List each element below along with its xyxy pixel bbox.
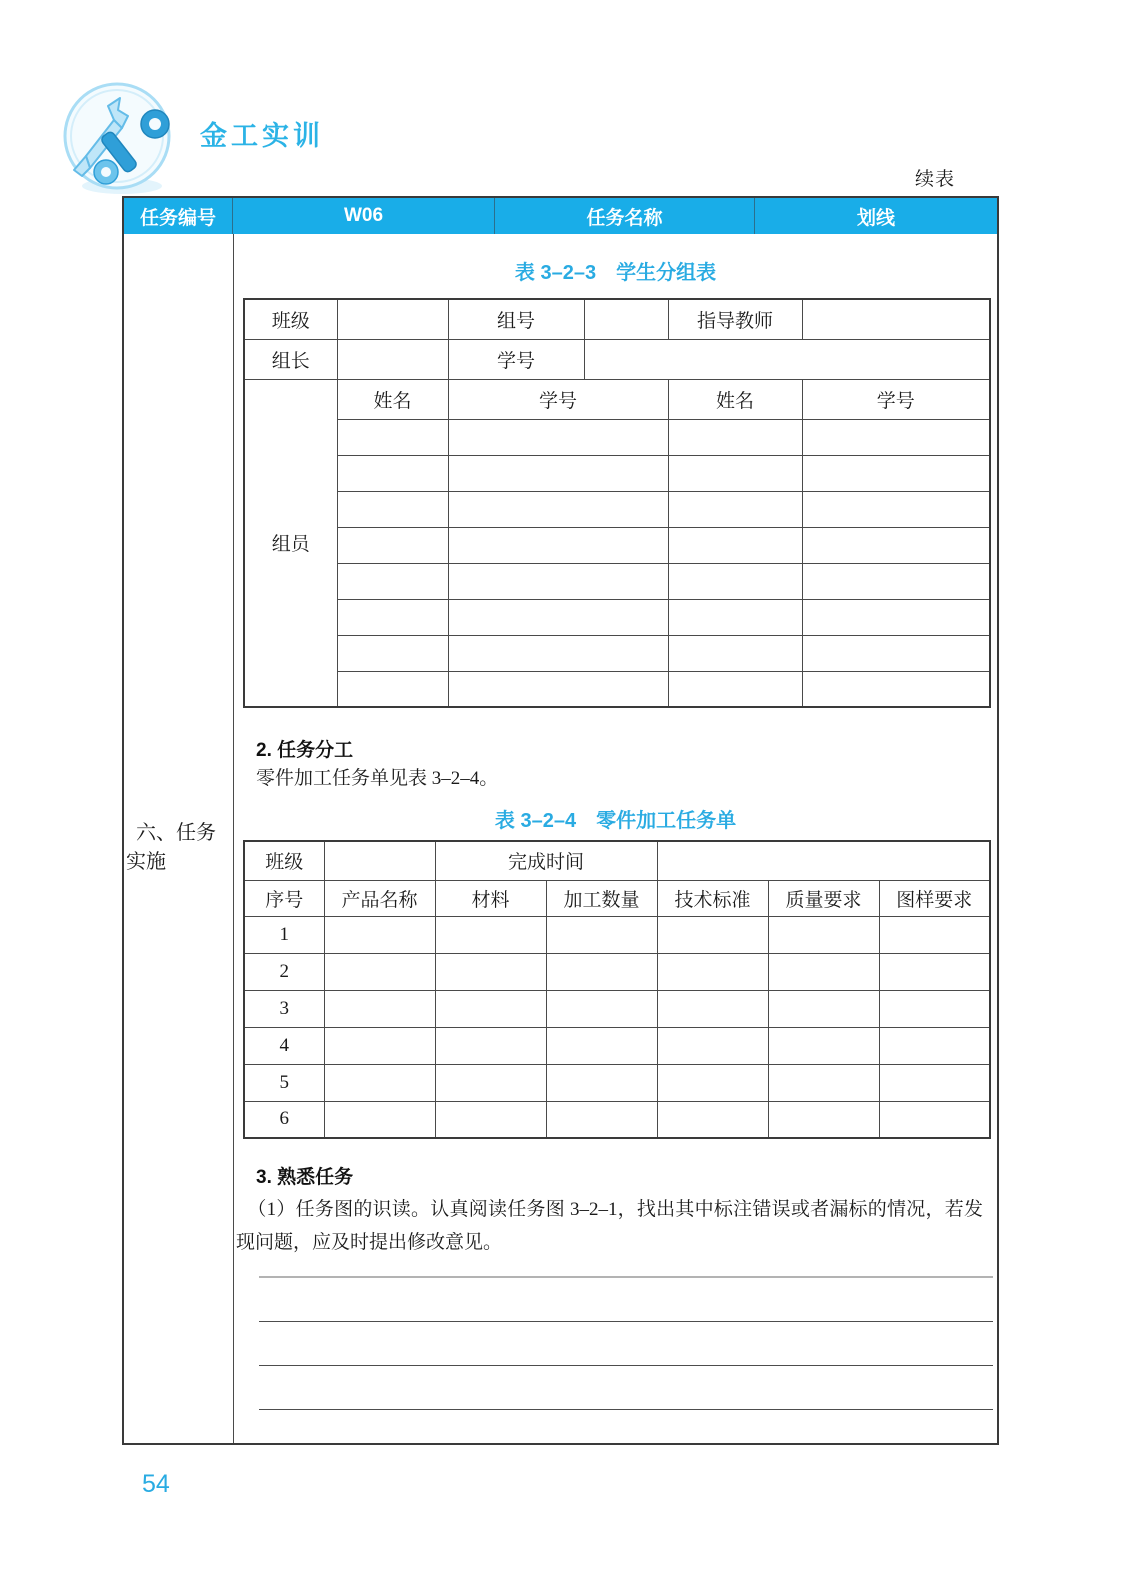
member-header-cell: 学号 — [802, 379, 990, 419]
column-header-cell: 图样要求 — [879, 880, 990, 916]
brand-title: 金工实训 — [200, 120, 324, 151]
empty-cell — [448, 635, 668, 671]
empty-cell — [435, 1027, 546, 1064]
table-row — [244, 990, 990, 1027]
empty-cell — [337, 599, 448, 635]
brand — [60, 80, 324, 198]
row-number-cell: 1 — [244, 916, 324, 953]
empty-cell — [802, 299, 990, 339]
empty-cell — [768, 953, 879, 990]
section-six-line1: 六、任务 — [136, 822, 216, 844]
empty-cell — [546, 1101, 657, 1138]
empty-cell — [802, 491, 990, 527]
empty-cell — [435, 1101, 546, 1138]
empty-cell — [337, 563, 448, 599]
task-sheet-body — [124, 234, 997, 1443]
column-header-cell: 技术标准 — [657, 880, 768, 916]
writing-line — [259, 1278, 993, 1322]
task-sheet-frame — [122, 196, 999, 1445]
empty-cell — [879, 953, 990, 990]
member-header-cell: 姓名 — [337, 379, 448, 419]
empty-cell — [879, 1064, 990, 1101]
empty-cell — [448, 563, 668, 599]
empty-cell — [448, 491, 668, 527]
table-row — [244, 953, 990, 990]
empty-cell — [879, 990, 990, 1027]
table-row — [244, 1101, 990, 1138]
machining-task-table — [243, 840, 991, 1139]
empty-cell — [448, 455, 668, 491]
member-header-cell: 学号 — [448, 379, 668, 419]
empty-cell — [448, 419, 668, 455]
empty-cell — [768, 916, 879, 953]
finish-time-label-cell: 完成时间 — [435, 841, 657, 880]
empty-cell — [584, 299, 668, 339]
task-name-label: 任务名称 — [495, 198, 755, 234]
task-table-title: 表 3–2–4 零件加工任务单 — [494, 810, 737, 832]
teacher-label-cell: 指导教师 — [668, 299, 802, 339]
task-number-value: W06 — [233, 198, 495, 234]
empty-cell — [584, 339, 990, 379]
table-row — [244, 379, 990, 419]
column-header-cell: 产品名称 — [324, 880, 435, 916]
empty-cell — [768, 1027, 879, 1064]
empty-cell — [657, 953, 768, 990]
empty-cell — [668, 563, 802, 599]
empty-cell — [657, 841, 990, 880]
table-row — [244, 299, 990, 339]
group-no-label-cell: 组号 — [448, 299, 584, 339]
row-number-cell: 4 — [244, 1027, 324, 1064]
class-label-cell: 班级 — [244, 299, 337, 339]
empty-cell — [668, 599, 802, 635]
task-name-value: 划线 — [856, 207, 895, 229]
empty-cell — [435, 953, 546, 990]
content-column — [234, 234, 997, 1443]
empty-cell — [546, 953, 657, 990]
empty-cell — [668, 419, 802, 455]
section-2-heading: 2. 任务分工 — [256, 740, 354, 761]
empty-cell — [879, 916, 990, 953]
task-number-label: 任务编号 — [124, 198, 233, 234]
leader-label-cell: 组长 — [244, 339, 337, 379]
empty-cell — [337, 339, 448, 379]
empty-cell — [879, 1027, 990, 1064]
empty-cell — [802, 455, 990, 491]
member-label-cell: 组员 — [244, 379, 337, 707]
empty-cell — [324, 1101, 435, 1138]
empty-cell — [802, 419, 990, 455]
empty-cell — [657, 1027, 768, 1064]
member-header-cell: 姓名 — [668, 379, 802, 419]
column-header-cell: 材料 — [435, 880, 546, 916]
writing-line — [259, 1259, 993, 1278]
empty-cell — [668, 527, 802, 563]
section-six-line2: 实施 — [126, 851, 166, 873]
empty-cell — [657, 990, 768, 1027]
section-3-heading: 3. 熟悉任务 — [256, 1167, 354, 1188]
student-no-label-cell: 学号 — [448, 339, 584, 379]
table-row — [244, 841, 990, 880]
empty-cell — [435, 1064, 546, 1101]
table-header-row — [244, 880, 990, 916]
empty-cell — [657, 916, 768, 953]
empty-cell — [337, 491, 448, 527]
empty-cell — [879, 1101, 990, 1138]
group-table-title: 表 3–2–3 学生分组表 — [514, 262, 717, 284]
wrench-logo-icon — [60, 80, 178, 198]
empty-cell — [546, 1027, 657, 1064]
empty-cell — [802, 671, 990, 707]
table-row — [244, 1064, 990, 1101]
empty-cell — [324, 841, 435, 880]
table-row — [244, 455, 990, 491]
empty-cell — [324, 953, 435, 990]
empty-cell — [546, 1064, 657, 1101]
row-number-cell: 2 — [244, 953, 324, 990]
empty-cell — [324, 1027, 435, 1064]
empty-cell — [435, 990, 546, 1027]
section-six-label — [124, 234, 234, 1443]
table-row — [244, 491, 990, 527]
writing-line — [259, 1322, 993, 1366]
column-header-cell: 序号 — [244, 880, 324, 916]
empty-cell — [802, 527, 990, 563]
empty-cell — [657, 1101, 768, 1138]
empty-cell — [657, 1064, 768, 1101]
row-number-cell: 5 — [244, 1064, 324, 1101]
table-row — [244, 527, 990, 563]
section-3-text: （1）任务图的识读。认真阅读任务图 3–2–1，找出其中标注错误或者漏标的情况，若发现问题，应及时提出修改意见。 — [236, 1199, 983, 1253]
column-header-cell: 加工数量 — [546, 880, 657, 916]
empty-cell — [768, 1064, 879, 1101]
empty-cell — [324, 916, 435, 953]
empty-cell — [768, 990, 879, 1027]
empty-cell — [337, 455, 448, 491]
table-row — [244, 419, 990, 455]
empty-cell — [802, 635, 990, 671]
writing-lines — [234, 1259, 997, 1410]
empty-cell — [668, 455, 802, 491]
empty-cell — [337, 527, 448, 563]
empty-cell — [668, 671, 802, 707]
class-label-cell: 班级 — [244, 841, 324, 880]
empty-cell — [448, 527, 668, 563]
empty-cell — [324, 1064, 435, 1101]
empty-cell — [546, 990, 657, 1027]
empty-cell — [768, 1101, 879, 1138]
empty-cell — [546, 916, 657, 953]
column-header-cell: 质量要求 — [768, 880, 879, 916]
table-row — [244, 1027, 990, 1064]
table-row — [244, 339, 990, 379]
empty-cell — [337, 635, 448, 671]
table-row — [244, 563, 990, 599]
empty-cell — [448, 671, 668, 707]
table-row — [244, 635, 990, 671]
table-row — [244, 599, 990, 635]
empty-cell — [802, 599, 990, 635]
student-group-table — [243, 298, 991, 708]
empty-cell — [448, 599, 668, 635]
row-number-cell: 3 — [244, 990, 324, 1027]
writing-line — [259, 1366, 993, 1410]
empty-cell — [668, 491, 802, 527]
task-sheet-header — [124, 198, 997, 234]
table-row — [244, 916, 990, 953]
empty-cell — [337, 299, 448, 339]
continued-table-label: 续表 — [915, 169, 956, 190]
empty-cell — [802, 563, 990, 599]
row-number-cell: 6 — [244, 1101, 324, 1138]
empty-cell — [337, 671, 448, 707]
page-number: 54 — [142, 1470, 170, 1498]
empty-cell — [435, 916, 546, 953]
table-row — [244, 671, 990, 707]
empty-cell — [668, 635, 802, 671]
empty-cell — [324, 990, 435, 1027]
empty-cell — [337, 419, 448, 455]
section-2-text: 零件加工任务单见表 3–2–4。 — [256, 768, 499, 789]
